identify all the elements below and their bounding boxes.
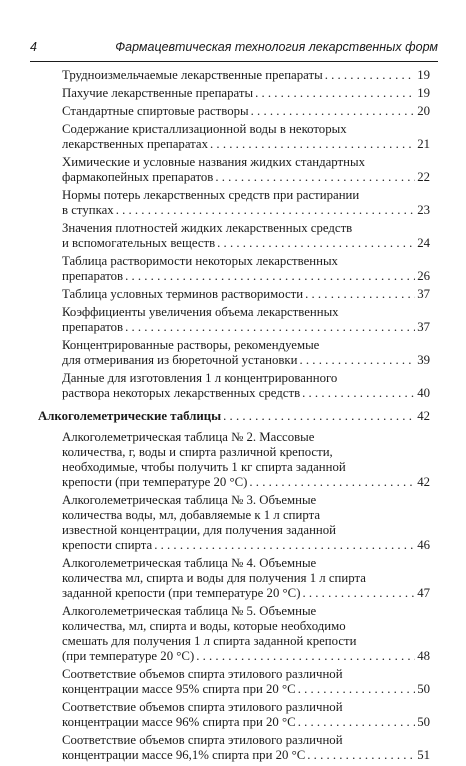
toc-entry-last-line	[62, 538, 430, 553]
dot-leader	[300, 353, 416, 368]
toc-entry-line: количества мл, спирта и воды для получения 1 л спирта	[62, 571, 366, 585]
toc-entry-line: Трудноизмельчаемые лекарственные препараты	[62, 68, 323, 82]
toc-entry-last-line	[62, 287, 430, 302]
toc-page-number: 50	[417, 682, 430, 696]
toc-entry-line: Значения плотностей жидких лекарственных средств	[62, 221, 353, 235]
dot-leader	[255, 86, 415, 101]
dot-leader	[298, 682, 416, 697]
toc-page-number: 22	[417, 170, 430, 184]
dot-leader	[215, 170, 415, 185]
toc-page-number: 24	[417, 236, 430, 250]
toc-entry-last-line	[62, 715, 430, 730]
toc-entry-line: крепости спирта	[62, 538, 153, 552]
toc-section-heading	[38, 409, 430, 424]
toc-entry-line: (при температуре 20 °С)	[62, 649, 195, 663]
toc-entry	[62, 733, 430, 763]
toc-entry-line: и вспомогательных веществ	[62, 236, 216, 250]
toc-entry-last-line	[62, 475, 430, 490]
toc-entry-last-line	[62, 104, 430, 119]
toc-page-number: 47	[417, 586, 430, 600]
toc-entry-line: Соответствие объемов спирта этилового различной	[62, 700, 343, 714]
toc-entry-line: фармакопейных препаратов	[62, 170, 214, 184]
toc-entry-line: Химические и условные названия жидких стандартных	[62, 155, 365, 169]
toc-page-number: 37	[417, 287, 430, 301]
page-number: 4	[30, 40, 37, 54]
toc-entry-last-line	[62, 586, 430, 601]
toc-page-number: 37	[417, 320, 430, 334]
toc-entry-line: Алкоголеметрическая таблица № 4. Объемные	[62, 556, 317, 570]
toc-entry-line: Алкоголеметрическая таблица № 3. Объемные	[62, 493, 317, 507]
toc-entry-line: концентрации массе 96% спирта при 20 °С	[62, 715, 296, 729]
toc-entry	[62, 700, 430, 730]
header-rule	[30, 61, 438, 62]
toc-entry-line: в ступках	[62, 203, 114, 217]
toc-entry-line: концентрации массе 96,1% спирта при 20 °С	[62, 748, 306, 762]
toc-entry-last-line	[62, 353, 430, 368]
toc-page-number: 48	[417, 649, 430, 663]
toc-entry-line: лекарственных препаратах	[62, 137, 209, 151]
toc-entry-line: количества воды, мл, добавляемые к 1 л спирта	[62, 508, 320, 522]
toc-entry-line: Содержание кристаллизационной воды в некоторых	[62, 122, 347, 136]
toc-entry-last-line	[62, 170, 430, 185]
toc-entry	[62, 104, 430, 119]
toc-entry	[62, 68, 430, 83]
toc-entry	[62, 122, 430, 152]
toc-entry-line: количества, мл, спирта и воды, которые необходимо	[62, 619, 346, 633]
dot-leader	[302, 386, 415, 401]
toc-entry-line: смешать для получения 1 л спирта заданной крепости	[62, 634, 357, 648]
toc-entry-last-line	[62, 86, 430, 101]
toc-entry-last-line	[62, 748, 430, 763]
toc-entry-line: Таблица условных терминов растворимости	[62, 287, 304, 301]
toc-entry-last-line	[62, 269, 430, 284]
toc-page-number: 39	[417, 353, 430, 367]
running-header	[30, 40, 438, 58]
toc-entry	[62, 430, 430, 490]
dot-leader	[302, 586, 415, 601]
toc-entry-line: Нормы потерь лекарственных средств при растирании	[62, 188, 360, 202]
dot-leader	[116, 203, 416, 218]
toc-entry	[62, 287, 430, 302]
toc-entry-last-line	[62, 682, 430, 697]
toc-entry-line: для отмеривания из бюреточной установки	[62, 353, 298, 367]
dot-leader	[154, 538, 415, 553]
toc-entry-line: препаратов	[62, 320, 124, 334]
toc-entry-line: раствора некоторых лекарственных средств	[62, 386, 301, 400]
dot-leader	[249, 475, 415, 490]
dot-leader	[210, 137, 415, 152]
toc-page-number: 19	[417, 86, 430, 100]
toc-entry-line: Соответствие объемов спирта этилового различной	[62, 667, 343, 681]
toc-entry	[62, 667, 430, 697]
toc-entry	[62, 604, 430, 664]
toc-entry-last-line	[62, 649, 430, 664]
toc-entry-last-line	[62, 137, 430, 152]
toc-entry-last-line	[62, 320, 430, 335]
toc-entry	[62, 493, 430, 553]
dot-leader	[305, 287, 415, 302]
dot-leader	[196, 649, 415, 664]
toc-entry-line: Соответствие объемов спирта этилового различной	[62, 733, 343, 747]
toc-entry-line: Данные для изготовления 1 л концентрированного	[62, 371, 338, 385]
toc-page-number: 26	[417, 269, 430, 283]
toc-entry-last-line	[62, 386, 430, 401]
toc-entry-line: заданной крепости (при температуре 20 °С)	[62, 586, 301, 600]
toc-entry	[62, 86, 430, 101]
toc-entry-line: Алкоголеметрическая таблица № 2. Массовые	[62, 430, 315, 444]
toc-entry-last-line	[62, 68, 430, 83]
toc-entry	[62, 338, 430, 368]
dot-leader	[325, 68, 416, 83]
toc-entry-line: Пахучие лекарственные препараты	[62, 86, 254, 100]
toc-entry	[62, 188, 430, 218]
toc-entry	[62, 155, 430, 185]
toc-entry-last-line	[38, 409, 430, 424]
toc-entry	[62, 305, 430, 335]
toc-entry-line: Коэффициенты увеличения объема лекарственных	[62, 305, 339, 319]
dot-leader	[307, 748, 415, 763]
toc-entry	[62, 371, 430, 401]
toc-page-number: 19	[417, 68, 430, 82]
toc-page-number: 40	[417, 386, 430, 400]
toc-page-number: 46	[417, 538, 430, 552]
toc-entry	[62, 254, 430, 284]
dot-leader	[251, 104, 416, 119]
toc-page-number: 50	[417, 715, 430, 729]
toc-entry-line: Алкоголеметрические таблицы	[38, 409, 222, 423]
toc-page-number: 51	[417, 748, 430, 762]
toc-entry-line: Стандартные спиртовые растворы	[62, 104, 249, 118]
toc-page-number: 21	[417, 137, 430, 151]
toc-entry-line: Алкоголеметрическая таблица № 5. Объемные	[62, 604, 317, 618]
dot-leader	[125, 320, 415, 335]
dot-leader	[125, 269, 415, 284]
toc-page-number: 23	[417, 203, 430, 217]
toc-entry-line: концентрации массе 95% спирта при 20 °С	[62, 682, 296, 696]
toc-entry-line: количества, г, воды и спирта различной крепости,	[62, 445, 333, 459]
toc-entry-line: Таблица растворимости некоторых лекарственных	[62, 254, 338, 268]
toc-entry	[62, 556, 430, 601]
toc-entry-line: известной концентрации, для получения заданной	[62, 523, 337, 537]
toc-entry-line: препаратов	[62, 269, 124, 283]
dot-leader	[223, 409, 415, 424]
toc-entry-line: крепости (при температуре 20 °С)	[62, 475, 248, 489]
toc-page-number: 42	[417, 409, 430, 423]
toc-entry-line: Концентрированные растворы, рекомендуемые	[62, 338, 320, 352]
toc-entry-last-line	[62, 236, 430, 251]
dot-leader	[217, 236, 415, 251]
toc-page-number: 42	[417, 475, 430, 489]
toc-entry-line: необходимые, чтобы получить 1 кг спирта заданной	[62, 460, 346, 474]
running-title: Фармацевтическая технология лекарственных форм	[115, 40, 438, 54]
table-of-contents	[38, 68, 430, 766]
toc-entry-last-line	[62, 203, 430, 218]
dot-leader	[298, 715, 416, 730]
toc-page-number: 20	[417, 104, 430, 118]
toc-entry	[62, 221, 430, 251]
